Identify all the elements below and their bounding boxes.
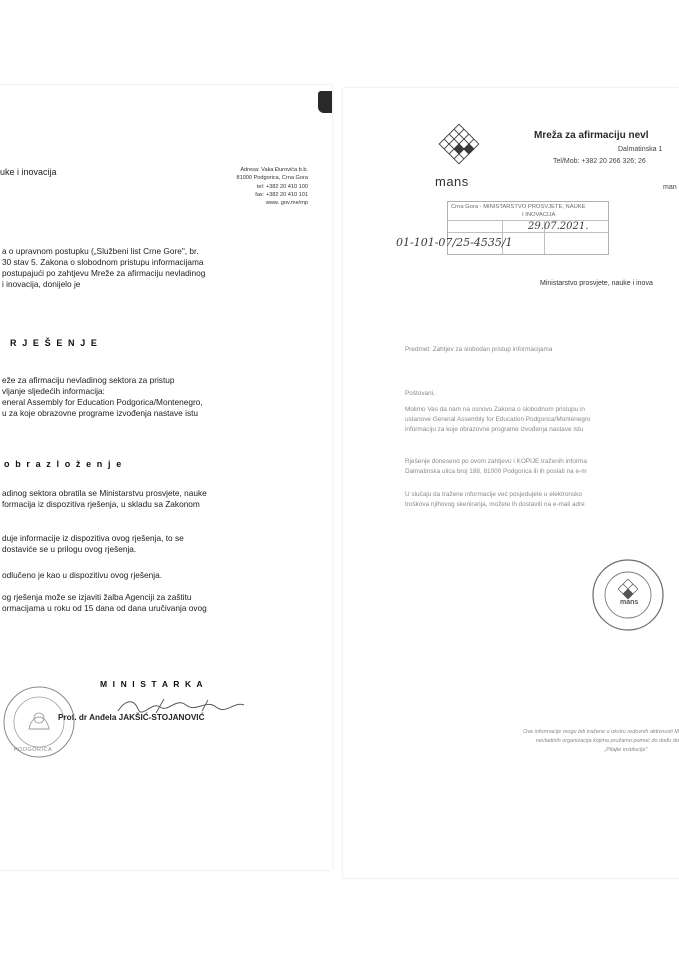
org-address: Dalmatinska 1 bbox=[618, 146, 663, 153]
mans-round-stamp bbox=[591, 558, 665, 632]
heading-resenje: R J E Š E N J E bbox=[10, 338, 99, 348]
stamp-number: 01-101-07/25-4535/1 bbox=[396, 236, 513, 249]
signature-title: M I N I S T A R K A bbox=[100, 679, 205, 689]
recipient: Ministarstvo prosvjete, nauke i inova bbox=[540, 280, 653, 287]
registry-stamp: Crna Gora - MINISTARSTVO PROSVJETE, NAUKE I INOVACIJA 29.07.2021. 01-101-07/25-4535/1 bbox=[447, 201, 609, 255]
obrazlozenje-paragraph-2: duje informacije iz dispozitiva ovog rješenja, to se dostaviće se u prilogu ovog rješenja. bbox=[2, 533, 184, 554]
request-paragraph-1: Molimo Vas da nam na osnovu Zakona o slobodnom pristupu in ustanove General Assembly for Education Podgorica/Montenegro informaciju za koje obrazovne programe izvođenja nastave istu bbox=[405, 406, 591, 433]
heading-obrazlozenje: o b r a z l o ž e n j e bbox=[4, 459, 123, 469]
left-page-decision bbox=[0, 85, 332, 870]
ministry-address: Adresa: Vaka Đurovića b.b. 81000 Podgorica, Crna Gora tel: +382 20 410 100 fax: +382 20 410 101 www. gov.me/mp bbox=[236, 167, 308, 207]
scan-blot bbox=[318, 91, 332, 113]
stamp-date: 29.07.2021. bbox=[528, 221, 589, 232]
footer-note: Ove informacije mogu biti tražene u okviru redovnih aktivnosti M nevladinih organizacija kojima pružamo pomoć do dođu do „Pitajte institucije". bbox=[523, 729, 679, 753]
right-page-request bbox=[343, 88, 679, 878]
request-paragraph-3: U slučaju da tražene informacije već posjedujete u elektronsko troškova njihovog skeniranja, možete ih dostaviti na e-mail adre bbox=[405, 491, 585, 508]
obrazlozenje-paragraph-1: adinog sektora obratila se Ministarstvu prosvjete, nauke formacija iz dispozitiva rješenja, u skladu sa Zakonom bbox=[2, 488, 207, 509]
org-phone: Tel/Mob: +382 20 266 326; 26 bbox=[553, 158, 646, 165]
mans-logo-text: mans bbox=[435, 174, 469, 189]
org-name: Mreža za afirmaciju nevl bbox=[534, 130, 649, 141]
obrazlozenje-paragraph-4: og rješenja može se izjaviti žalba Agenciji za zaštitu ormacijama u roku od 15 dana od dana uručivanja ovog bbox=[2, 592, 207, 613]
mans-logo-icon bbox=[436, 121, 482, 172]
salutation: Poštovani, bbox=[405, 390, 435, 397]
subject-line: Predmet: Zahtjev za slobodan pristup informacijama bbox=[405, 346, 553, 353]
signatory-name: Prof. dr Anđela JAKŠIĆ-STOJANOVIĆ bbox=[58, 713, 205, 722]
round-stamp-label: mans bbox=[620, 599, 639, 606]
obrazlozenje-paragraph-3: odlučeno je kao u dispozitivu ovog rješenja. bbox=[2, 570, 163, 580]
ministry-name: uke i inovacija bbox=[0, 167, 57, 177]
seal-text: PODGORICA bbox=[14, 747, 53, 753]
gutter bbox=[332, 0, 343, 960]
request-paragraph-2: Rješenje doneseno po ovom zahtjevu i KOPIJE traženih informa Dalmatinska ulica broj 188, 81000 Podgorica ili ih poslati na e-m bbox=[405, 458, 587, 475]
org-short: man bbox=[663, 184, 677, 191]
intro-paragraph: a o upravnom postupku („Službeni list Crne Gore", br. 30 stav 5. Zakona o slobodnom pristupu informacijama postupajući po zahtjevu Mreže za afirmaciju nevladinog i inovacija, donijelo je bbox=[2, 246, 206, 289]
resenje-body: eže za afirmaciju nevladinog sektora za pristup vljanje sljedećih informacija: eneral Assembly for Education Podgorica/Montenegro, u za koje obrazovne programe izvođenja nastave istu bbox=[2, 375, 203, 418]
